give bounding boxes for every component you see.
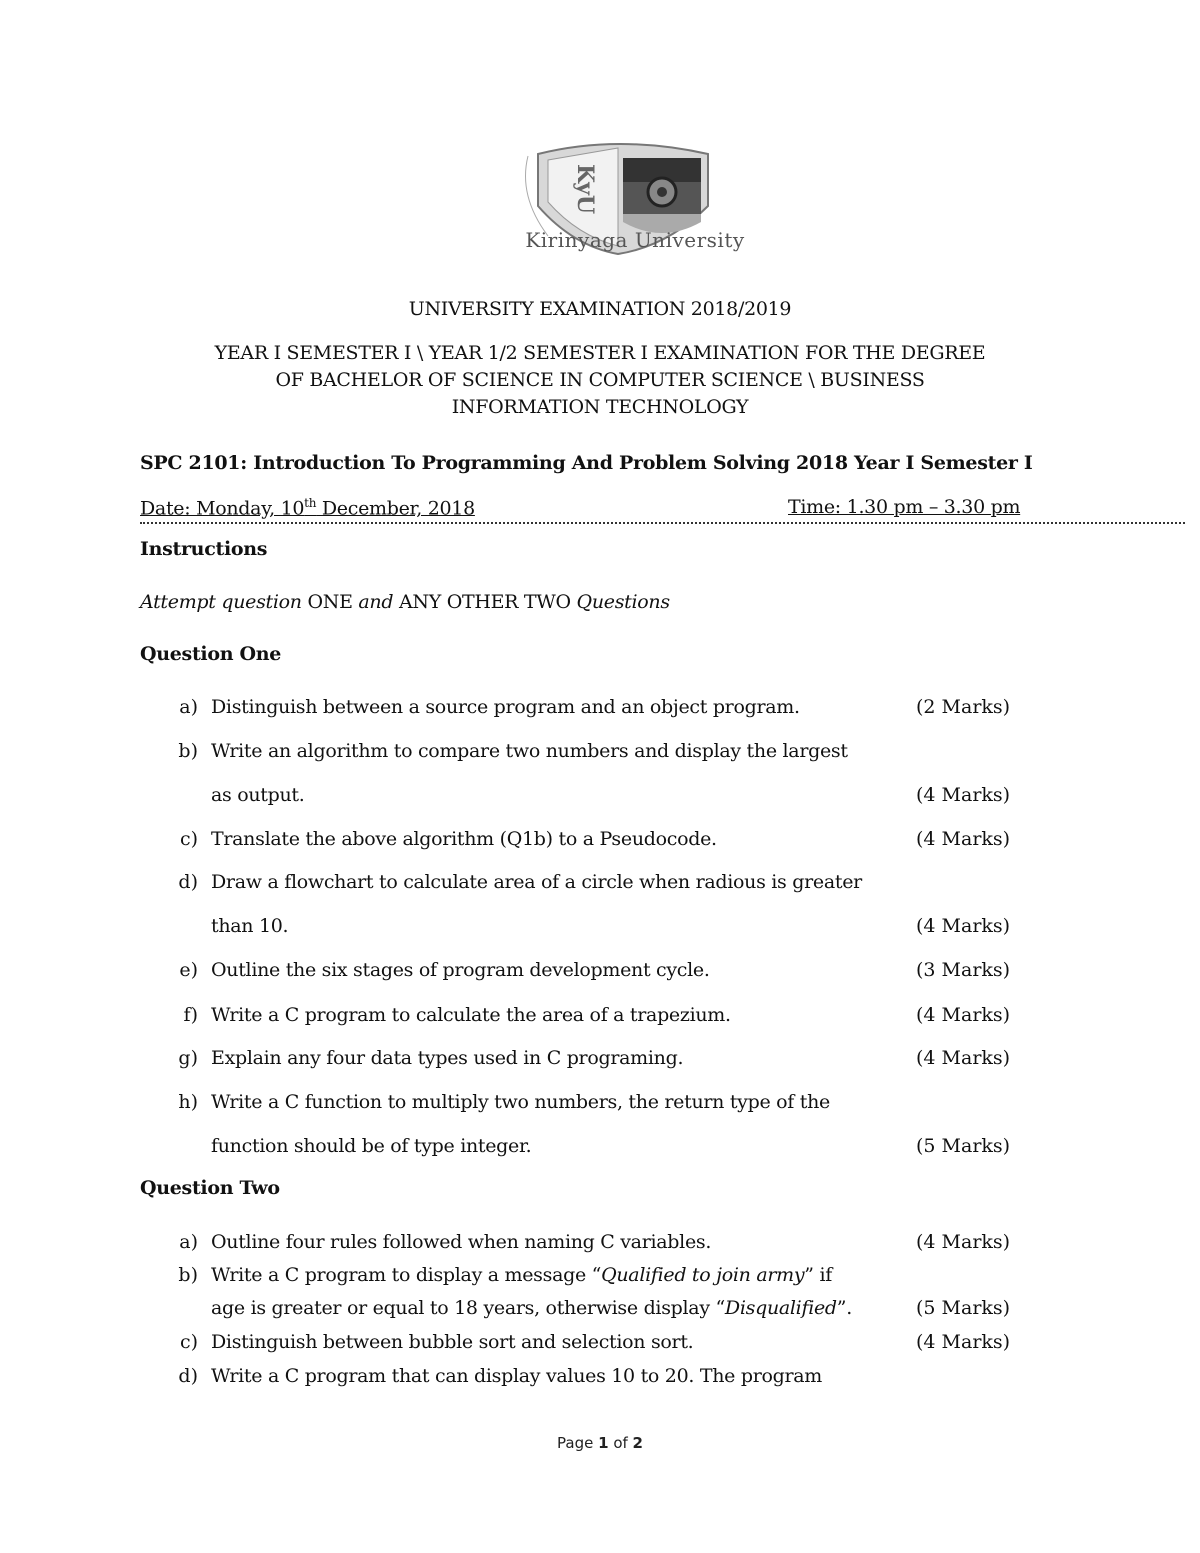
marks: (5 Marks) xyxy=(916,1135,1011,1157)
marks: (4 Marks) xyxy=(916,1331,1011,1353)
marks: (3 Marks) xyxy=(916,959,1011,981)
marks: (4 Marks) xyxy=(916,1231,1011,1253)
marks: (4 Marks) xyxy=(916,1047,1011,1069)
marks: (5 Marks) xyxy=(916,1297,1011,1319)
instructions-text: Attempt question ONE and ANY OTHER TWO Questions xyxy=(140,591,670,613)
question-two-heading: Question Two xyxy=(140,1177,280,1199)
exam-page: KyU Kirinyaga University UNIVERSITY EXAMINATION 2018/2019 YEAR I SEMESTER I \ YEAR 1/2 SEMESTER I EXAMINATION FOR THE DEGREE OF BACHELOR OF SCIENCE IN COMPUTER SCIENCE \ BUSINESS INFORMATION TECHNOLOGY SPC 2101: Introduction To Programming And Problem Solving 2018 Year I Semester I Date: Monday, 10th December, 2018 Time: 1.30 pm – 3.30 pm Instructions Attempt question ONE and ANY OTHER TWO Questions Question One a) Distinguish between a source program and an object program. (2 Marks) b) Write an algorithm to compare two numbers and display the largest as output. (4 Marks) c) Translate the above algorithm (Q1b) to a Pseudocode. (4 Marks) d) Draw a flowchart to calculate area of a circle when radious is greater than 10. (4 Marks) e) Outline the six stages of program development cycle. (3 Marks) f) Write a C program to calculate the area of a trapezium. (4 Marks) g) Explain any four data types used in C programing. (4 Marks) h) Write a C function to multiply two numbers, the return type of the function should be of type integer. (5 Marks) Question Two a) Outline four rules followed when naming C variables. (4 Marks) b) Write a C program to display a message “Qualified to join army” if age is greater or equal to 18 years, otherwise display “Disqualified”. (5 Marks) c) Distinguish between bubble sort and selection sort. (4 Marks) d) Write a C program that can display values 10 to 20. The program Page 1 of 2 xyxy=(0,0,1200,1553)
exam-date: Date: Monday, 10th December, 2018 xyxy=(140,496,475,520)
exam-title: UNIVERSITY EXAMINATION 2018/2019 xyxy=(408,298,792,320)
degree-line-1: YEAR I SEMESTER I \ YEAR 1/2 SEMESTER I EXAMINATION FOR THE DEGREE xyxy=(214,342,986,364)
logo-wordmark: Kirinyaga University xyxy=(525,228,745,252)
degree-line-3: INFORMATION TECHNOLOGY xyxy=(451,396,749,418)
exam-time: Time: 1.30 pm – 3.30 pm xyxy=(788,496,1021,518)
marks: (4 Marks) xyxy=(916,828,1011,850)
marks: (4 Marks) xyxy=(916,1004,1011,1026)
marks: (2 Marks) xyxy=(916,696,1011,718)
instructions-heading: Instructions xyxy=(140,538,268,560)
course-title: SPC 2101: Introduction To Programming And Problem Solving 2018 Year I Semester I xyxy=(140,452,1033,474)
page-number: Page 1 of 2 xyxy=(557,1434,643,1452)
marks: (4 Marks) xyxy=(916,915,1011,937)
svg-text:KyU: KyU xyxy=(572,164,598,215)
degree-title xyxy=(0,340,1200,421)
date-time-row xyxy=(140,496,1185,524)
marks: (4 Marks) xyxy=(916,784,1011,806)
question-one-heading: Question One xyxy=(140,643,282,665)
degree-line-2: OF BACHELOR OF SCIENCE IN COMPUTER SCIENCE \ BUSINESS xyxy=(275,369,925,391)
